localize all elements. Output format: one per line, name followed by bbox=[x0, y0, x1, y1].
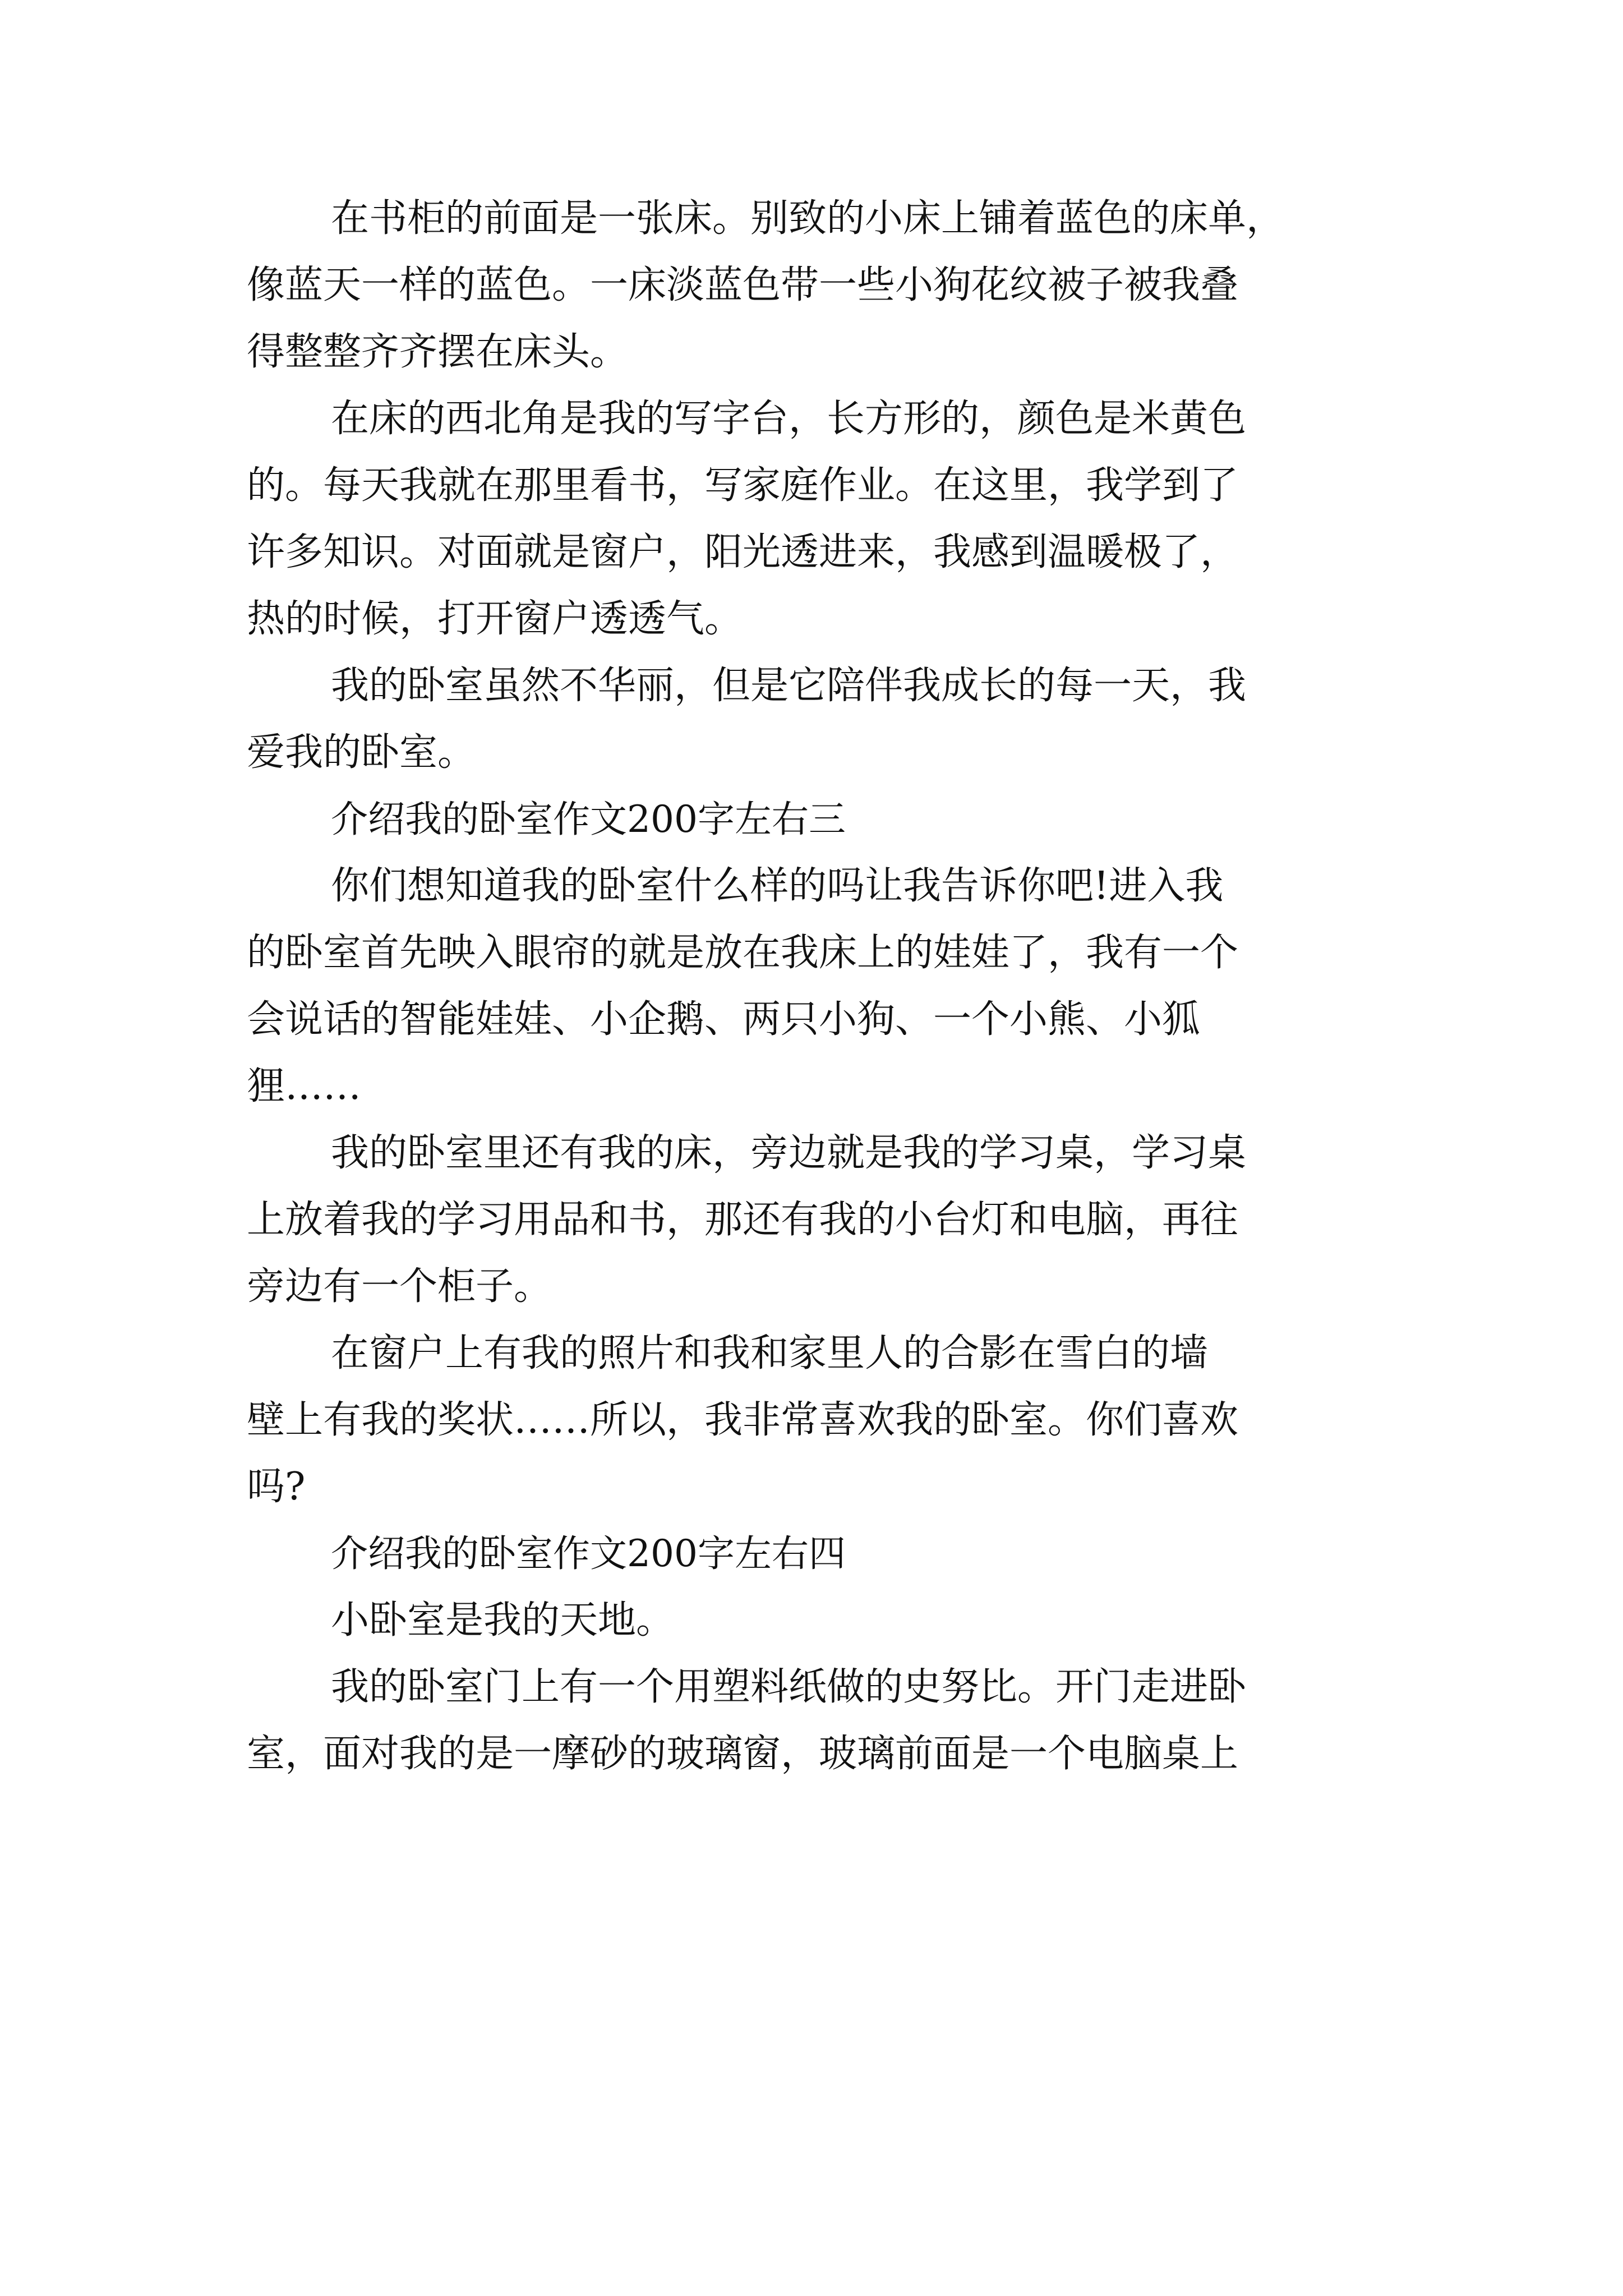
text-line: 我的卧室虽然不华丽，但是它陪伴我成长的每一天，我 bbox=[331, 664, 1247, 708]
text-line: 的。每天我就在那里看书，写家庭作业。在这里，我学到了 bbox=[247, 463, 1239, 508]
text-line: 得整整齐齐摆在床头。 bbox=[247, 330, 629, 374]
text-line: 旁边有一个柜子。 bbox=[247, 1264, 552, 1309]
section-heading: 介绍我的卧室作文200字左右四 bbox=[331, 1532, 846, 1575]
text-line: 在床的西北角是我的写字台，长方形的，颜色是米黄色 bbox=[331, 397, 1247, 441]
text-line: 会说话的智能娃娃、小企鹅、两只小狗、一个小熊、小狐 bbox=[247, 997, 1201, 1042]
text-line: 狸…… bbox=[247, 1064, 362, 1108]
text-line: 吗? bbox=[247, 1465, 306, 1509]
document-body bbox=[247, 185, 1396, 1787]
section-heading: 介绍我的卧室作文200字左右三 bbox=[331, 798, 846, 841]
text-line: 你们想知道我的卧室什么样的吗让我告诉你吧!进入我 bbox=[331, 864, 1224, 908]
text-line: 许多知识。对面就是窗户，阳光透进来，我感到温暖极了， bbox=[247, 530, 1239, 574]
text-line: 在书柜的前面是一张床。别致的小床上铺着蓝色的床单， bbox=[331, 196, 1285, 241]
text-line: 我的卧室门上有一个用塑料纸做的史努比。开门走进卧 bbox=[331, 1665, 1247, 1709]
text-line: 上放着我的学习用品和书，那还有我的小台灯和电脑，再往 bbox=[247, 1198, 1239, 1242]
text-line: 的卧室首先映入眼帘的就是放在我床上的娃娃了，我有一个 bbox=[247, 931, 1239, 975]
text-line: 爱我的卧室。 bbox=[247, 730, 476, 775]
text-line: 我的卧室里还有我的床，旁边就是我的学习桌，学习桌 bbox=[331, 1131, 1247, 1175]
text-line: 在窗户上有我的照片和我和家里人的合影在雪白的墙 bbox=[331, 1331, 1209, 1375]
text-line: 像蓝天一样的蓝色。一床淡蓝色带一些小狗花纹被子被我叠 bbox=[247, 263, 1239, 307]
text-line: 室，面对我的是一摩砂的玻璃窗，玻璃前面是一个电脑桌上 bbox=[247, 1732, 1239, 1776]
text-line: 热的时候，打开窗户透透气。 bbox=[247, 597, 743, 641]
text-line: 壁上有我的奖状……所以，我非常喜欢我的卧室。你们喜欢 bbox=[247, 1398, 1239, 1442]
text-line: 小卧室是我的天地。 bbox=[331, 1598, 675, 1642]
